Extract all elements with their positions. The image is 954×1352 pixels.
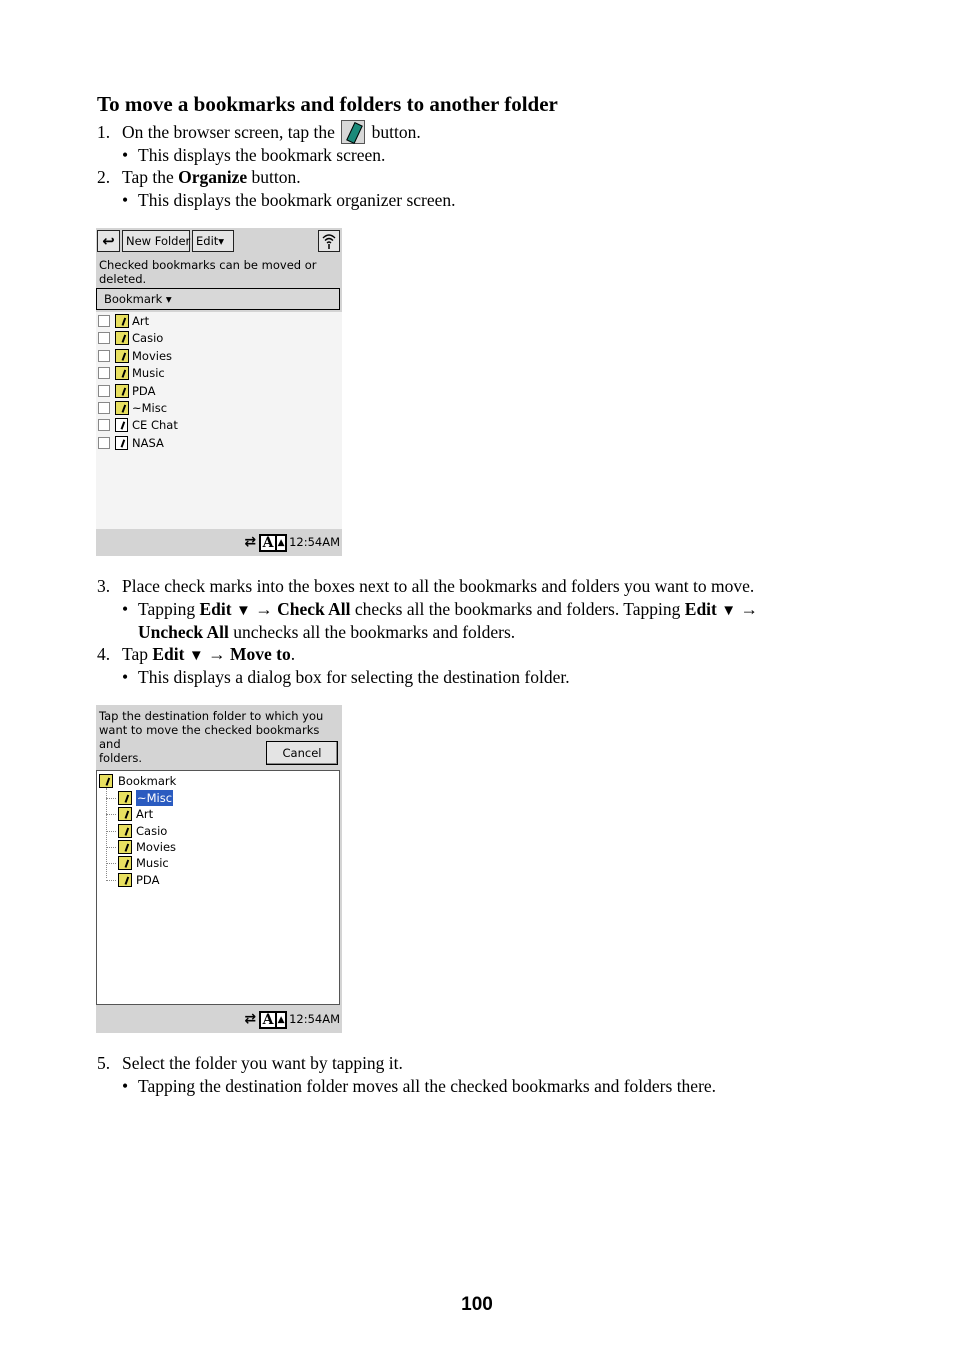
folder-icon [118, 791, 132, 805]
move-to-dialog-screenshot [96, 705, 342, 1033]
item-label: Casio [132, 331, 164, 346]
item-label: NASA [132, 435, 164, 450]
list-item[interactable] [96, 435, 336, 452]
folder-icon [118, 856, 132, 870]
new-folder-button[interactable]: New Folder [122, 230, 190, 252]
step-number: 4. [97, 644, 111, 664]
folder-icon [118, 807, 132, 821]
list-item[interactable] [96, 365, 336, 382]
back-arrow-icon: ↩ [102, 232, 115, 250]
step-3 [0, 575, 954, 597]
folder-icon [118, 840, 132, 854]
bookmark-list [96, 312, 342, 529]
bookmark-folder-selector[interactable]: Bookmark ▾ [96, 288, 340, 310]
clock: 12:54AM [289, 1012, 340, 1026]
connection-status-icon[interactable]: ⇄ [244, 534, 257, 550]
system-tray [244, 1009, 340, 1030]
folder-icon [99, 774, 113, 788]
bookmark-pen-icon [341, 120, 365, 144]
tree-folder-label: Art [136, 807, 154, 822]
item-checkbox[interactable] [98, 332, 110, 344]
folder-icon [115, 314, 129, 328]
system-tray [244, 532, 340, 553]
step-number: 2. [97, 167, 111, 187]
tree-folder-label: Music [136, 856, 169, 871]
step-1-bullet: • This displays the bookmark screen. [122, 145, 386, 165]
item-label: ~Misc [132, 401, 168, 415]
folder-tree: Bookmark ~Misc Art Casio Movies Music PDA [96, 770, 340, 1005]
item-checkbox[interactable] [98, 315, 110, 327]
input-selector-arrow-icon[interactable]: ▲ [277, 1011, 287, 1029]
folder-icon [115, 401, 129, 415]
list-item[interactable] [96, 383, 336, 400]
item-label: PDA [132, 383, 156, 398]
step-1 [0, 121, 954, 143]
list-item[interactable] [96, 348, 336, 365]
folder-icon [115, 366, 129, 380]
folder-icon [115, 349, 129, 363]
back-button[interactable] [97, 230, 120, 252]
taskbar [96, 1006, 342, 1033]
step-2-bullet: • This displays the bookmark organizer screen. [122, 190, 456, 210]
tree-connector [106, 863, 116, 864]
item-label: Music [132, 366, 165, 381]
edit-menu-button[interactable]: Edit▾ [192, 230, 234, 252]
tree-folder-label: ~Misc [137, 791, 173, 805]
tree-connector [106, 880, 116, 881]
taskbar [96, 529, 342, 556]
cancel-button[interactable]: Cancel [266, 741, 338, 765]
wireless-icon [321, 232, 337, 250]
folder-icon [118, 873, 132, 887]
tree-connector [106, 831, 116, 832]
step-text: On the browser screen, tap the button. [122, 121, 421, 144]
list-item[interactable] [96, 400, 336, 417]
chevron-down-icon: ▾ [218, 234, 225, 248]
step-4-bullet: • This displays a dialog box for selecting the destination folder. [122, 667, 570, 687]
item-checkbox[interactable] [98, 437, 110, 449]
connection-status-icon[interactable]: ⇄ [244, 1011, 257, 1027]
tree-folder-label: Casio [136, 823, 168, 838]
dialog-instructions: Tap the destination folder to which you want to move the checked bookmarks and folders. [99, 709, 324, 765]
item-checkbox[interactable] [98, 367, 110, 379]
step-number: 5. [97, 1053, 111, 1073]
folder-icon [118, 824, 132, 838]
step-number: 3. [97, 576, 111, 596]
input-panel-icon[interactable]: A [259, 1011, 277, 1029]
item-checkbox[interactable] [98, 402, 110, 414]
tree-connector [106, 798, 116, 799]
step-5-bullet: • Tapping the destination folder moves all the checked bookmarks and folders there. [122, 1076, 717, 1096]
section-heading: To move a bookmarks and folders to another folder [97, 92, 558, 116]
tree-folder-label: Movies [136, 839, 177, 854]
item-label: Art [132, 314, 150, 328]
step-3-bullet-continued: Uncheck All unchecks all the bookmarks and folders. [138, 622, 516, 642]
tree-connector [106, 788, 107, 878]
input-panel-icon[interactable]: A [259, 534, 277, 552]
step-5 [0, 1052, 954, 1074]
folder-icon [115, 384, 129, 398]
item-checkbox[interactable] [98, 419, 110, 431]
list-item[interactable] [96, 330, 336, 347]
chevron-down-icon: ▾ [165, 292, 172, 306]
bookmark-page-icon [115, 436, 128, 450]
step-text: Tap the Organize button. [122, 167, 301, 187]
bookmark-organizer-screenshot [96, 228, 342, 556]
list-item[interactable] [96, 417, 336, 434]
item-label: Movies [132, 348, 173, 363]
item-checkbox[interactable] [98, 350, 110, 362]
step-3-bullet: • Tapping Edit ▼ → Check All checks all the bookmarks and folders. Tapping Edit ▼ → [122, 599, 758, 619]
folder-icon [115, 331, 129, 345]
connection-button[interactable] [318, 230, 340, 252]
item-label: CE Chat [132, 418, 178, 433]
tree-folder-label: PDA [136, 872, 160, 887]
step-text: Select the folder you want by tapping it. [122, 1053, 403, 1073]
tree-connector [106, 814, 116, 815]
step-text: Tap Edit ▼ → Move to. [122, 644, 296, 664]
tree-connector [106, 847, 116, 848]
input-selector-arrow-icon[interactable]: ▲ [277, 534, 287, 552]
list-item[interactable] [96, 313, 336, 330]
page-number: 100 [461, 1294, 493, 1315]
clock: 12:54AM [289, 535, 340, 549]
step-text: Place check marks into the boxes next to all the bookmarks and folders you want to move. [122, 576, 755, 596]
item-checkbox[interactable] [98, 385, 110, 397]
step-2 [0, 166, 954, 188]
bookmark-page-icon [115, 418, 128, 432]
step-4 [0, 643, 954, 665]
step-number: 1. [97, 122, 111, 142]
organizer-note: Checked bookmarks can be moved or deleted. [99, 258, 317, 286]
